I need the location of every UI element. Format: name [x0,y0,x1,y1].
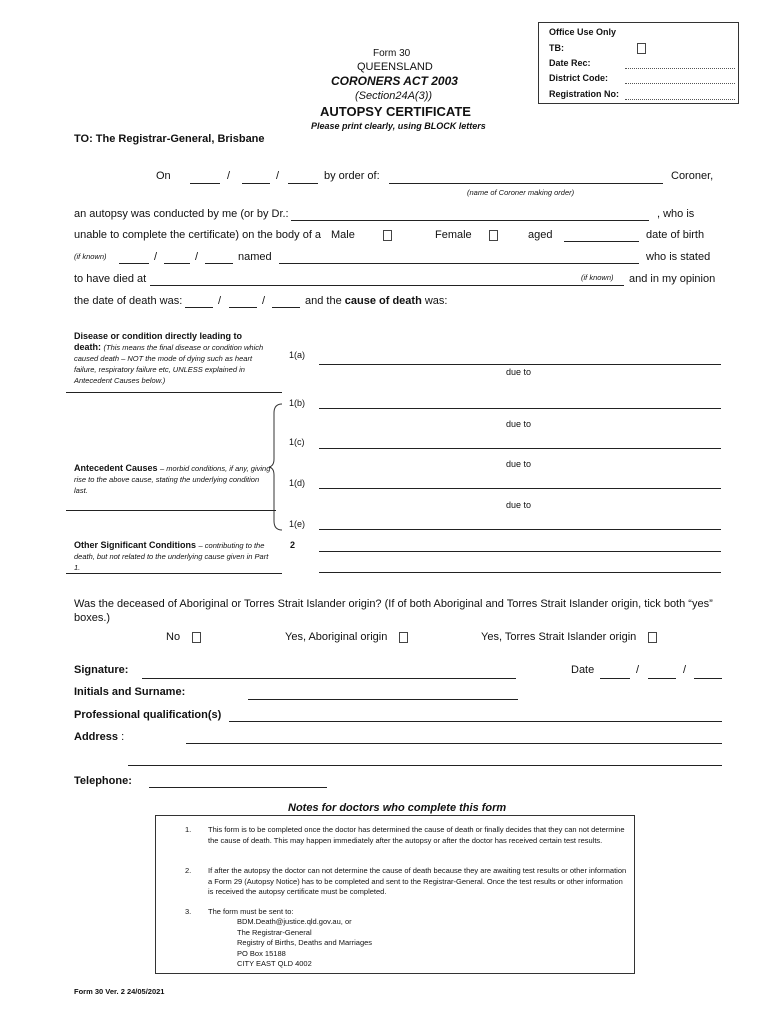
date-separator: / [195,251,199,263]
dob-day-field[interactable] [119,263,149,264]
cause-2-label: 2 [290,540,296,550]
office-district-code-label: District Code: [549,73,609,83]
if-known-label: (if known) [74,252,107,261]
coroner-name-field[interactable] [389,183,663,184]
coroner-label: Coroner, [671,170,714,182]
cause-1d-label: 1(d) [289,478,306,488]
due-to-label: due to [506,500,532,510]
female-label: Female [435,229,472,241]
office-district-code-field[interactable] [625,83,735,84]
section-divider [66,392,282,393]
sign-year-field[interactable] [694,678,722,679]
died-at-label: to have died at [74,273,147,285]
cause-2-field-2[interactable] [319,572,721,573]
state-name: QUEENSLAND [357,61,433,73]
print-instruction: Please print clearly, using BLOCK letters [311,121,486,131]
cause-1a-label: 1(a) [289,350,306,360]
male-checkbox[interactable] [377,229,392,241]
section-divider [66,573,282,574]
dob-month-field[interactable] [164,263,190,264]
initials-label: Initials and Surname: [74,686,186,698]
deceased-name-field[interactable] [279,263,639,264]
date-separator: / [154,251,158,263]
address-line: Registry of Births, Deaths and Marriages [237,938,373,947]
telephone-field[interactable] [149,787,327,788]
date-separator: / [636,664,640,676]
male-label: Male [331,229,355,241]
cause-1e-field[interactable] [319,529,721,530]
cause-1d-field[interactable] [319,488,721,489]
autopsy-conducted-label: an autopsy was conducted by me (or by Dr.: [74,208,289,220]
cause-1c-label: 1(c) [289,437,305,447]
address-label-group: Address : [74,731,125,743]
other-conditions-description: Other Significant Conditions – contributing to the death, but not related to the underlying cause given in Part 1. [74,540,269,572]
addressee: TO: The Registrar-General, Brisbane [74,133,265,145]
origin-question: Was the deceased of Aboriginal or Torres Strait Islander origin? (If of both Aboriginal and Torres Strait Islander origin, tick both “yes” boxes.) [74,598,713,624]
note-number: 1. [185,825,192,834]
address-line: The Registrar-General [237,927,312,937]
named-label: named [238,251,272,263]
date-separator: / [683,664,687,676]
signature-label: Signature: [74,664,129,676]
office-tb-label: TB: [549,43,564,53]
who-is-stated-label: who is stated [646,251,711,263]
due-to-label: due to [506,459,532,469]
on-label: On [156,170,171,182]
date-of-death-label: the date of death was: [74,295,183,307]
due-to-label: due to [506,367,532,377]
date-of-birth-label: date of birth [646,229,705,241]
registry-address [237,917,617,970]
cause-1a-field[interactable] [319,364,721,365]
section-ref: (Section24A(3)) [355,90,433,102]
qualifications-label: Professional qualification(s) [74,709,222,721]
note-text: The form must be sent to: [208,907,294,916]
sign-day-field[interactable] [600,678,630,679]
aged-label: aged [528,229,553,241]
date-separator: / [218,295,222,307]
page-title: AUTOPSY CERTIFICATE [320,104,471,119]
order-year-field[interactable] [288,183,318,184]
signature-field[interactable] [142,678,516,679]
date-separator: / [276,170,280,182]
notes-title: Notes for doctors who complete this form [288,802,507,814]
office-date-rec-label: Date Rec: [549,58,591,68]
initials-field[interactable] [248,699,518,700]
date-separator: / [262,295,266,307]
order-day-field[interactable] [190,183,220,184]
address-line: CITY EAST QLD 4002 [237,959,312,968]
death-year-field[interactable] [272,307,300,308]
order-month-field[interactable] [242,183,270,184]
office-date-rec-field[interactable] [625,68,735,69]
note-number: 2. [185,866,192,875]
in-my-opinion-label: and in my opinion [629,273,716,285]
address-field-2[interactable] [128,765,722,766]
place-of-death-field[interactable] [150,285,624,286]
office-registration-no-label: Registration No: [549,89,620,99]
date-label: Date [571,664,595,676]
doctor-name-field[interactable] [291,220,649,221]
female-checkbox[interactable] [483,229,498,241]
qualifications-field[interactable] [229,721,722,722]
unable-label: unable to complete the certificate) on the body of a [74,229,322,241]
act-name: CORONERS ACT 2003 [331,74,458,88]
origin-no-option[interactable]: No [166,631,201,643]
address-line: PO Box 15188 [237,948,286,958]
footer-version: Form 30 Ver. 2 24/05/2021 [74,987,165,996]
cause-1b-field[interactable] [319,408,721,409]
by-order-of-label: by order of: [324,170,380,182]
cause-intro: and the cause of death was: [305,295,448,307]
note-number: 3. [185,907,192,916]
who-is-label: , who is [657,208,695,220]
death-day-field[interactable] [185,307,213,308]
sign-month-field[interactable] [648,678,676,679]
coroner-hint: (name of Coroner making order) [467,188,575,197]
age-field[interactable] [564,241,639,242]
origin-aboriginal-option[interactable]: Yes, Aboriginal origin [285,631,408,643]
email-address-line[interactable]: BDM.Death@justice.qld.gov.au, or [237,917,352,926]
direct-cause-description: Disease or condition directly leading to death: (This means the final disease or condition which caused death – NOT the mode of dying such as heart failure, respiratory failure etc, UNLESS explained in Antecedent Causes below.) [74,331,264,385]
cause-1b-label: 1(b) [289,398,306,408]
date-separator: / [227,170,231,182]
origin-tsi-option[interactable]: Yes, Torres Strait Islander origin [481,631,657,643]
note-text: This form is to be completed once the doctor has determined the cause of death or finally decides that they can not determine the cause of death. This may happen immediately after the autopsy or after the doctor has received certain test results. [208,825,625,845]
office-registration-no-field[interactable] [625,99,735,100]
dob-year-field[interactable] [205,263,233,264]
office-tb-checkbox[interactable] [631,43,646,54]
section-divider [66,510,276,511]
cause-1e-label: 1(e) [289,519,306,529]
antecedent-description: Antecedent Causes – morbid conditions, if any, giving rise to the above cause, stating the underlying condition last. [74,463,271,495]
if-known-label: (if known) [581,273,614,282]
cause-2-field-1[interactable] [319,551,721,552]
telephone-label: Telephone: [74,775,132,787]
due-to-label: due to [506,419,532,429]
address-field-1[interactable] [186,743,722,744]
cause-1c-field[interactable] [319,448,721,449]
form-number: Form 30 [373,48,411,59]
office-use-title: Office Use Only [549,27,617,37]
note-text: If after the autopsy the doctor can not determine the cause of death because they are awaiting test results or other information a Form 29 (Autopsy Notice) has to be completed and sent to the Registrar-General. Once the test results or other information is received the autopsy certificate must be completed. [208,866,627,896]
death-month-field[interactable] [229,307,257,308]
